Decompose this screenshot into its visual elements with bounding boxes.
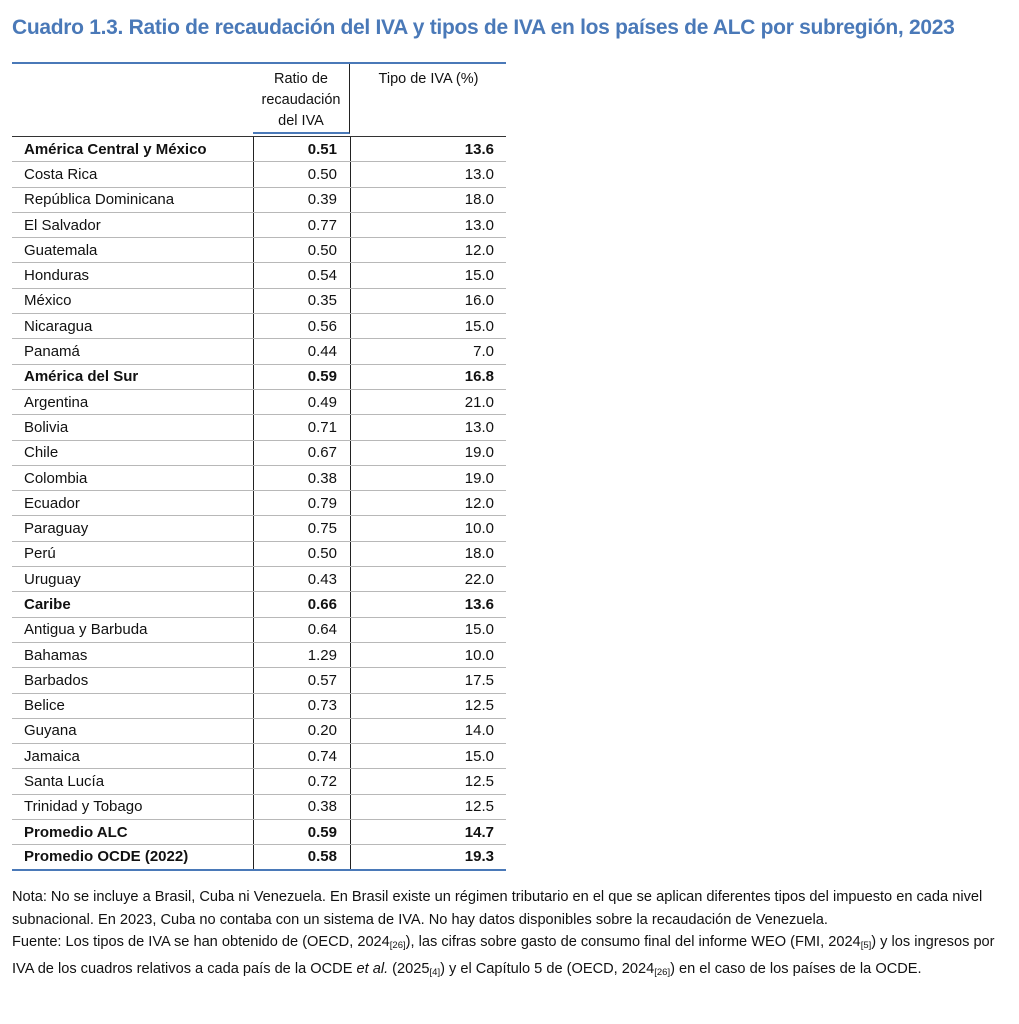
source-etal: et al. xyxy=(356,960,389,977)
rate-cell: 13.0 xyxy=(464,418,494,436)
table-row xyxy=(12,542,506,567)
country-cell: América del Sur xyxy=(24,368,139,386)
ratio-cell: 0.57 xyxy=(253,668,351,692)
country-cell: Caribe xyxy=(24,595,71,613)
ratio-cell: 0.44 xyxy=(253,339,351,363)
header-ratio-line2: recaudación xyxy=(261,92,341,108)
ratio-cell: 0.59 xyxy=(253,820,351,844)
rate-cell: 22.0 xyxy=(464,570,494,588)
ratio-cell: 0.67 xyxy=(253,441,351,465)
rate-cell: 13.0 xyxy=(464,216,494,234)
table-row-subtotal xyxy=(12,820,506,845)
country-cell: Colombia xyxy=(24,469,88,487)
country-cell: El Salvador xyxy=(24,216,101,234)
country-cell: Belice xyxy=(24,697,65,715)
header-country xyxy=(12,64,253,136)
ratio-cell: 0.50 xyxy=(253,238,351,262)
rate-cell: 15.0 xyxy=(464,317,494,335)
country-cell: Barbados xyxy=(24,671,89,689)
header-ratio-line1: Ratio de xyxy=(273,71,328,87)
ratio-cell: 0.20 xyxy=(253,719,351,743)
note-text: Nota: No se incluye a Brasil, Cuba ni Venezuela. En Brasil existe un régimen tributario en el que se aplican diferentes tipos del impuesto en cada nivel subnacional. En 2023, Cuba no contaba con un sistema de IVA. No hay datos disponibles sobre la recaudación de Venezuela. xyxy=(12,889,983,928)
table-row xyxy=(12,441,506,466)
ratio-cell: 0.72 xyxy=(253,769,351,793)
country-cell: Santa Lucía xyxy=(24,773,105,791)
rate-cell: 15.0 xyxy=(464,747,494,765)
table-row xyxy=(12,769,506,794)
ratio-cell: 0.73 xyxy=(253,694,351,718)
rate-cell: 15.0 xyxy=(464,621,494,639)
country-cell: Perú xyxy=(24,545,56,563)
rate-cell: 15.0 xyxy=(464,267,494,285)
table-row xyxy=(12,491,506,516)
rate-cell: 14.7 xyxy=(464,823,494,841)
source-part: (2025 xyxy=(388,960,430,977)
country-cell: Chile xyxy=(24,444,59,462)
rate-cell: 13.0 xyxy=(464,165,494,183)
table-row-subtotal xyxy=(12,845,506,870)
table-row xyxy=(12,390,506,415)
source-ref: [26] xyxy=(654,966,671,978)
rate-cell: 19.0 xyxy=(464,469,494,487)
table-row xyxy=(12,567,506,592)
ratio-cell: 0.51 xyxy=(253,137,351,161)
ratio-cell: 0.58 xyxy=(253,845,351,868)
rate-cell: 19.3 xyxy=(464,848,494,866)
source-text xyxy=(12,931,1002,984)
rate-cell: 16.8 xyxy=(464,368,494,386)
table-row xyxy=(12,795,506,820)
table-row-subtotal xyxy=(12,137,506,162)
country-cell: Guyana xyxy=(24,722,77,740)
header-ratio xyxy=(253,64,350,134)
source-part: Fuente: Los tipos de IVA se han obtenido de (OECD, 2024 xyxy=(12,934,390,950)
table-row xyxy=(12,668,506,693)
table-row xyxy=(12,238,506,263)
table-row xyxy=(12,719,506,744)
country-cell: Promedio ALC xyxy=(24,823,128,841)
country-cell: Ecuador xyxy=(24,494,80,512)
ratio-cell: 0.64 xyxy=(253,618,351,642)
rate-cell: 18.0 xyxy=(464,191,494,209)
table-row xyxy=(12,289,506,314)
table-row-subtotal xyxy=(12,592,506,617)
rate-cell: 12.5 xyxy=(464,798,494,816)
country-cell: Guatemala xyxy=(24,241,98,259)
table-title: Cuadro 1.3. Ratio de recaudación del IVA y tipos de IVA en los países de ALC por subregión, 2023 xyxy=(12,16,955,39)
country-cell: Paraguay xyxy=(24,520,89,538)
rate-cell: 12.5 xyxy=(464,773,494,791)
rate-cell: 12.0 xyxy=(464,241,494,259)
country-cell: Promedio OCDE (2022) xyxy=(24,848,189,866)
ratio-cell: 0.74 xyxy=(253,744,351,768)
table-row xyxy=(12,339,506,364)
ratio-cell: 0.38 xyxy=(253,466,351,490)
rate-cell: 18.0 xyxy=(464,545,494,563)
ratio-cell: 0.59 xyxy=(253,365,351,389)
country-cell: Trinidad y Tobago xyxy=(24,798,143,816)
table-row xyxy=(12,263,506,288)
rate-cell: 14.0 xyxy=(464,722,494,740)
ratio-cell: 0.54 xyxy=(253,263,351,287)
rate-cell: 21.0 xyxy=(464,393,494,411)
ratio-cell: 0.75 xyxy=(253,516,351,540)
ratio-cell: 0.66 xyxy=(253,592,351,616)
ratio-cell: 0.39 xyxy=(253,188,351,212)
country-cell: Panamá xyxy=(24,343,80,361)
header-rate: Tipo de IVA (%) xyxy=(378,71,479,87)
ratio-cell: 1.29 xyxy=(253,643,351,667)
ratio-cell: 0.50 xyxy=(253,162,351,186)
country-cell: Argentina xyxy=(24,393,89,411)
source-part: ), las cifras sobre gasto de consumo final del informe WEO (FMI, 2024 xyxy=(405,934,861,950)
rate-cell: 19.0 xyxy=(464,444,494,462)
country-cell: Antigua y Barbuda xyxy=(24,621,148,639)
rate-cell: 13.6 xyxy=(464,140,494,158)
table-header xyxy=(12,64,506,136)
ratio-cell: 0.71 xyxy=(253,415,351,439)
table-row xyxy=(12,694,506,719)
table-row xyxy=(12,162,506,187)
rate-cell: 10.0 xyxy=(464,520,494,538)
notes xyxy=(12,886,1002,984)
country-cell: Honduras xyxy=(24,267,90,285)
country-cell: Costa Rica xyxy=(24,165,98,183)
source-part: ) y los ingresos por IVA de los cuadros relativos a cada país de la OCDE xyxy=(12,934,995,977)
ratio-cell: 0.38 xyxy=(253,795,351,819)
country-cell: América Central y México xyxy=(24,140,207,158)
rate-cell: 16.0 xyxy=(464,292,494,310)
ratio-cell: 0.50 xyxy=(253,542,351,566)
country-cell: Jamaica xyxy=(24,747,80,765)
source-part: ) y el Capítulo 5 de (OECD, 2024 xyxy=(440,960,655,977)
source-part: ) en el caso de los países de la OCDE. xyxy=(670,960,922,977)
ratio-cell: 0.77 xyxy=(253,213,351,237)
header-ratio-line3: del IVA xyxy=(278,113,324,129)
table-row xyxy=(12,188,506,213)
ratio-cell: 0.56 xyxy=(253,314,351,338)
rate-cell: 7.0 xyxy=(473,343,494,361)
table-row xyxy=(12,466,506,491)
country-cell: Bahamas xyxy=(24,646,88,664)
table-row-subtotal xyxy=(12,365,506,390)
rate-cell: 10.0 xyxy=(464,646,494,664)
country-cell: México xyxy=(24,292,72,310)
table-row xyxy=(12,744,506,769)
rate-cell: 12.5 xyxy=(464,697,494,715)
ratio-cell: 0.35 xyxy=(253,289,351,313)
table-body xyxy=(12,137,506,871)
table-row xyxy=(12,618,506,643)
rate-cell: 17.5 xyxy=(464,671,494,689)
country-cell: Uruguay xyxy=(24,570,81,588)
source-ref: [4] xyxy=(429,966,441,978)
table-row xyxy=(12,415,506,440)
table-row xyxy=(12,516,506,541)
ratio-cell: 0.43 xyxy=(253,567,351,591)
ratio-cell: 0.79 xyxy=(253,491,351,515)
ratio-cell: 0.49 xyxy=(253,390,351,414)
table-row xyxy=(12,643,506,668)
table-row xyxy=(12,213,506,238)
source-ref: [5] xyxy=(860,940,872,951)
rate-cell: 13.6 xyxy=(464,595,494,613)
country-cell: República Dominicana xyxy=(24,191,175,209)
vat-table xyxy=(12,62,506,871)
table-row xyxy=(12,314,506,339)
country-cell: Nicaragua xyxy=(24,317,93,335)
country-cell: Bolivia xyxy=(24,418,69,436)
rate-cell: 12.0 xyxy=(464,494,494,512)
source-ref: [26] xyxy=(389,940,406,951)
